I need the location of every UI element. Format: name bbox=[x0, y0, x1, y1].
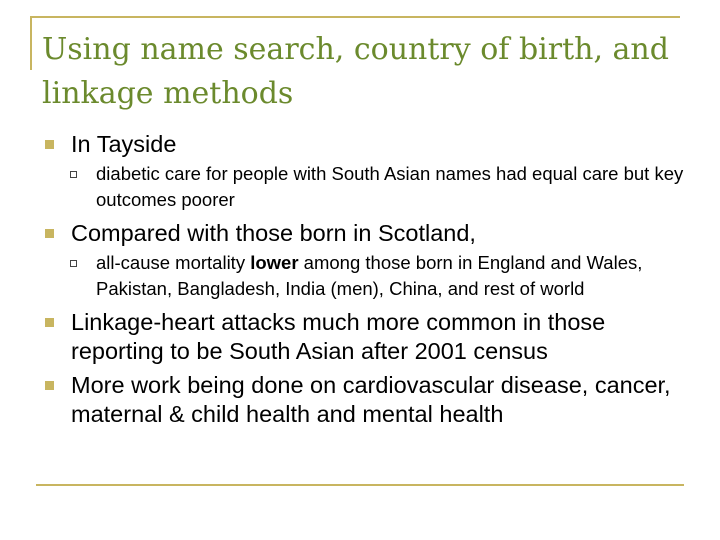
sub-bullet-text-before: all-cause mortality bbox=[96, 252, 251, 273]
sub-bullet-item-tayside bbox=[44, 161, 684, 213]
bullet-text: Linkage-heart attacks much more common in those reporting to be South Asian after 2001 census bbox=[71, 309, 606, 364]
left-divider bbox=[30, 16, 32, 70]
hollow-square-bullet-icon bbox=[70, 260, 77, 267]
bullet-item-more-work bbox=[44, 371, 684, 429]
bullet-text: Compared with those born in Scotland, bbox=[71, 220, 476, 246]
square-bullet-icon bbox=[45, 381, 54, 390]
sub-bullet-text: diabetic care for people with South Asian names had equal care but key outcomes poorer bbox=[96, 163, 684, 210]
bullet-list bbox=[44, 130, 684, 429]
square-bullet-icon bbox=[45, 140, 54, 149]
bullet-text: In Tayside bbox=[71, 131, 177, 157]
bottom-divider bbox=[36, 484, 684, 486]
sub-bullet-text-after: among those born in England and Wales, Pakistan, Bangladesh, India (men), China, and rest of world bbox=[96, 252, 643, 299]
square-bullet-icon bbox=[45, 229, 54, 238]
square-bullet-icon bbox=[45, 318, 54, 327]
bullet-text: More work being done on cardiovascular disease, cancer, maternal & child health and mental health bbox=[71, 372, 671, 427]
top-divider bbox=[30, 16, 680, 18]
slide-title: Using name search, country of birth, and linkage methods bbox=[42, 32, 669, 111]
hollow-square-bullet-icon bbox=[70, 171, 77, 178]
sub-bullet-item-mortality bbox=[44, 250, 684, 302]
bullet-item-linkage bbox=[44, 308, 684, 366]
bullet-item-tayside bbox=[44, 130, 684, 159]
sub-bullet-emphasis: lower bbox=[250, 252, 299, 273]
bullet-item-compared bbox=[44, 219, 684, 248]
